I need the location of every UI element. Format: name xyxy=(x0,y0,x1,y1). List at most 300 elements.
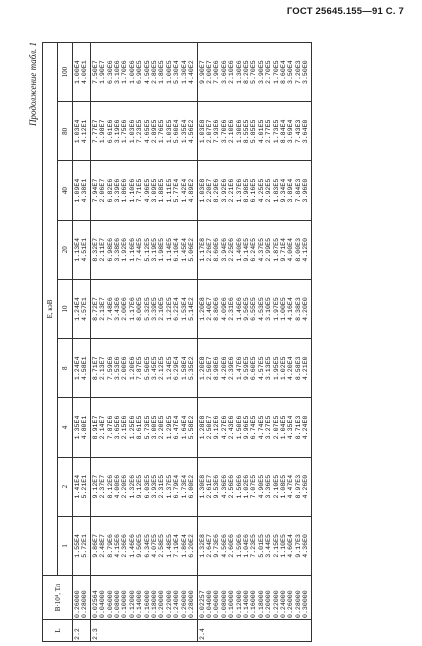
cell-value: 8.00E3 xyxy=(294,237,302,262)
cell-value: 1.32E6 xyxy=(128,474,136,499)
cell-value: 2.21E6 xyxy=(228,178,236,203)
cell-value: 1.20E8 xyxy=(198,297,206,321)
cell-value: 5.30E4 xyxy=(173,60,181,84)
cell-value: 1.70E6 xyxy=(121,60,129,84)
cell-values xyxy=(90,339,197,398)
cell-value: 1.64E4 xyxy=(180,415,188,440)
cell-value: 1.17E8 xyxy=(198,237,206,262)
cell-value: 2.58E5 xyxy=(158,534,166,558)
cell-value: 7.50E7 xyxy=(91,60,99,84)
cell-value: 4.65E5 xyxy=(143,119,151,144)
cell-value: 4.60E4 xyxy=(287,534,295,558)
cell-value: 2.61E7 xyxy=(205,474,213,499)
cell-value: 9.34E4 xyxy=(279,178,287,203)
cell-value: 4.58E1 xyxy=(81,356,89,381)
cell-value: 4.96E5 xyxy=(143,178,151,203)
cell-value: 0.14000 xyxy=(242,590,250,618)
cell-value: 1.30E8 xyxy=(198,474,206,499)
cell-value: 1.75E6 xyxy=(121,119,129,144)
cell-value: 6.00E2 xyxy=(188,474,196,499)
cell-value: 2.20E5 xyxy=(158,415,166,440)
cell-value: 9.73E6 xyxy=(213,534,221,558)
cell-value: 2.13E7 xyxy=(99,297,107,321)
cell-value: 3.44E5 xyxy=(265,534,273,558)
cell-value: 7.93E6 xyxy=(213,119,221,144)
cell-value: 0.16000 xyxy=(250,590,258,618)
cell-value: 9.50E5 xyxy=(136,534,144,558)
cell-value: 3.90E5 xyxy=(257,60,265,84)
cell-values xyxy=(73,279,91,338)
cell-value: 0.14000 xyxy=(136,590,144,618)
cell-value: 2.92E5 xyxy=(265,178,273,203)
cell-value: 1.11E5 xyxy=(165,178,173,203)
cell-value: 4.12E0 xyxy=(302,237,310,262)
cell-value: 3.92E6 xyxy=(220,178,228,203)
cell-value: 5.14E2 xyxy=(188,297,196,321)
cell-value: 1.56E6 xyxy=(235,474,243,499)
cell-value: 8.98E6 xyxy=(213,356,221,381)
col-header-energy: 40 xyxy=(58,161,73,220)
cell-value: 1.00E5 xyxy=(279,297,287,321)
cell-value: 0.26000 xyxy=(74,590,81,618)
cell-value: 8.20E5 xyxy=(242,60,250,84)
cell-value: 1.24E4 xyxy=(74,297,81,321)
cell-values xyxy=(90,102,197,161)
cell-value: 7.20E3 xyxy=(294,60,302,84)
cell-value: 2.43E6 xyxy=(228,415,236,440)
cell-value: 0.22000 xyxy=(165,590,173,618)
cell-value: 2.20E6 xyxy=(121,474,129,499)
cell-value: 2.20E7 xyxy=(205,178,213,203)
cell-value: 8.12E6 xyxy=(106,474,114,499)
cell-value: 1.32E8 xyxy=(198,534,206,558)
cell-value: 4.40E2 xyxy=(188,60,196,84)
cell-value: 2.89E5 xyxy=(151,119,159,144)
cell-value: 5.32E5 xyxy=(143,297,151,321)
cell-value: 0.06000 xyxy=(213,590,221,618)
col-header-energy: 4 xyxy=(58,398,73,457)
cell-value: 3.19E6 xyxy=(114,119,122,144)
cell-value: 3.69E4 xyxy=(287,119,295,144)
cell-value: 1.88E5 xyxy=(158,178,166,203)
cell-value: 5.01E5 xyxy=(257,534,265,558)
cell-value: 9.53E6 xyxy=(213,474,221,499)
cell-value: 7.23E5 xyxy=(136,119,144,144)
cell-value: 1.22E5 xyxy=(165,297,173,321)
cell-value: 2.00E7 xyxy=(205,60,213,84)
cell-value: 4.56E2 xyxy=(188,119,196,144)
cell-value: 2.48E7 xyxy=(99,534,107,558)
cell-value: 8.00E5 xyxy=(136,297,144,321)
cell-value: 4.35E4 xyxy=(287,415,295,440)
cell-value: 1.30E6 xyxy=(235,60,243,84)
cell-value: 0.30000 xyxy=(302,590,310,618)
cell-value: 2.40E7 xyxy=(205,297,213,321)
cell-value: 0.26000 xyxy=(180,590,188,618)
table-row xyxy=(197,43,311,642)
cell-value: 0.18000 xyxy=(257,590,265,618)
cell-value: 5.12E5 xyxy=(143,237,151,262)
cell-value: 4.57E5 xyxy=(257,356,265,381)
cell-value: 1.95E5 xyxy=(272,356,280,381)
cell-value: 4.24E0 xyxy=(302,415,310,440)
cell-value: 2.36E6 xyxy=(121,534,129,558)
cell-value: 9.12E7 xyxy=(91,474,99,499)
cell-value: 9.12E6 xyxy=(213,415,221,440)
cell-value: 3.60E6 xyxy=(220,60,228,84)
cell-value: 1.86E6 xyxy=(121,178,129,203)
cell-value: 6.61E6 xyxy=(106,119,114,144)
cell-value: 0.12000 xyxy=(128,590,136,618)
cell-value: 1.20E6 xyxy=(128,356,136,381)
cell-values xyxy=(73,102,91,161)
cell-values xyxy=(90,220,197,279)
cell-value: 6.20E2 xyxy=(188,534,196,558)
cell-value: 0.28000 xyxy=(81,590,89,618)
cell-value: 1.87E5 xyxy=(272,237,280,262)
cell-value: 3.64E0 xyxy=(302,119,310,144)
cell-value: 1.73E5 xyxy=(272,119,280,144)
table-body xyxy=(73,43,312,642)
cell-value: 4.27E6 xyxy=(220,415,228,440)
col-header-energy-group: E, кэВ xyxy=(43,43,58,576)
cell-value: 4.89E2 xyxy=(188,178,196,203)
cell-value: 4.00E1 xyxy=(81,60,89,84)
data-table xyxy=(42,42,312,642)
cell-value: 4.07E5 xyxy=(151,534,159,558)
cell-value: 1.10E6 xyxy=(128,178,136,203)
cell-value: 9.14E5 xyxy=(242,237,250,262)
cell-L: 2.3 xyxy=(90,620,197,642)
cell-b-values xyxy=(90,576,197,620)
cell-value: 2.07E5 xyxy=(272,415,280,440)
cell-value: 1.76E5 xyxy=(158,119,166,144)
cell-values xyxy=(197,43,311,102)
cell-value: 7.23E5 xyxy=(250,534,258,558)
cell-value: 0.06000 xyxy=(106,590,114,618)
cell-value: 2.60E6 xyxy=(228,534,236,558)
cell-value: 1.30E4 xyxy=(180,60,188,84)
cell-values xyxy=(90,161,197,220)
col-header-energy: 8 xyxy=(58,339,73,398)
cell-value: 5.58E2 xyxy=(188,415,196,440)
cell-value: 4.25E5 xyxy=(257,178,265,203)
cell-value: 1.16E6 xyxy=(128,237,136,262)
cell-value: 5.72E1 xyxy=(81,534,89,558)
cell-value: 2.39E6 xyxy=(228,356,236,381)
cell-value: 9.12E5 xyxy=(136,474,144,499)
cell-value: 1.03E4 xyxy=(74,119,81,144)
cell-value: 1.20E8 xyxy=(198,356,206,381)
cell-value: 2.10E5 xyxy=(158,297,166,321)
cell-value: 7.48E6 xyxy=(106,297,114,321)
cell-value: 1.00E6 xyxy=(128,60,136,84)
cell-value: 8.84E4 xyxy=(279,119,287,144)
cell-value: 5.50E5 xyxy=(143,356,151,381)
col-header-L: L xyxy=(43,620,73,642)
cell-values xyxy=(73,339,91,398)
cell-value: 4.47E4 xyxy=(287,474,295,499)
cell-value: 8.72E7 xyxy=(91,297,99,321)
cell-value: 2.31E5 xyxy=(158,474,166,499)
cell-value: 3.94E6 xyxy=(220,237,228,262)
cell-value: 2.70E5 xyxy=(265,60,273,84)
cell-value: 1.80E5 xyxy=(158,60,166,84)
cell-value: 4.57E1 xyxy=(81,297,89,321)
cell-value: 6.10E4 xyxy=(173,237,181,262)
cell-value: 3.13E5 xyxy=(265,356,273,381)
cell-values xyxy=(197,457,311,516)
col-header-b: B·10⁴, Тл xyxy=(43,576,73,620)
cell-value: 5.35E2 xyxy=(188,356,196,381)
cell-value: 9.59E5 xyxy=(242,356,250,381)
cell-value: 2.07E7 xyxy=(205,119,213,144)
cell-value: 1.70E5 xyxy=(272,60,280,84)
cell-value: 4.90E5 xyxy=(257,474,265,499)
cell-value: 5.06E2 xyxy=(188,237,196,262)
cell-value: 4.12E1 xyxy=(81,119,89,144)
col-header-energy: 80 xyxy=(58,102,73,161)
cell-value: 3.36E5 xyxy=(265,474,273,499)
cell-value: 3.70E6 xyxy=(220,119,228,144)
cell-value: 0.10000 xyxy=(228,590,236,618)
cell-value: 8.79E6 xyxy=(106,534,114,558)
cell-value: 1.90E7 xyxy=(99,60,107,84)
cell-value: 6.82E6 xyxy=(106,178,114,203)
cell-value: 3.09E5 xyxy=(151,178,159,203)
cell-value: 4.00E4 xyxy=(287,237,295,262)
cell-value: 4.26E0 xyxy=(302,474,310,499)
cell-value: 7.87E5 xyxy=(136,356,144,381)
table-header-row xyxy=(43,43,58,642)
cell-value: 2.12E5 xyxy=(158,356,166,381)
cell-values xyxy=(90,279,197,338)
continuation-label: Продолжение табл. 1 xyxy=(28,42,38,126)
cell-value: 6.98E6 xyxy=(106,237,114,262)
cell-value: 6.55E5 xyxy=(250,297,258,321)
cell-value: 2.11E7 xyxy=(99,237,107,262)
cell-value: 1.30E6 xyxy=(235,119,243,144)
cell-value: 4.36E6 xyxy=(220,474,228,499)
cell-value: 2.50E7 xyxy=(205,415,213,440)
cell-value: 2.00E6 xyxy=(121,356,129,381)
cell-value: 1.00E4 xyxy=(74,60,81,84)
cell-value: 3.39E6 xyxy=(114,178,122,203)
cell-value: 4.38E1 xyxy=(81,178,89,203)
cell-value: 2.13E7 xyxy=(99,356,107,381)
cell-value: 1.37E6 xyxy=(235,178,243,203)
cell-value: 8.98E5 xyxy=(242,178,250,203)
cell-value: 3.00E5 xyxy=(151,415,159,440)
rotated-table-container xyxy=(28,42,413,642)
cell-value: 8.60E4 xyxy=(279,60,287,84)
cell-value: 4.74E5 xyxy=(257,415,265,440)
cell-value: 4.21E0 xyxy=(302,356,310,381)
cell-value: 0.02257 xyxy=(198,590,206,618)
cell-b-values xyxy=(197,576,311,620)
col-header-energy: 20 xyxy=(58,220,73,279)
cell-value: 1.42E4 xyxy=(180,178,188,203)
cell-value: 7.59E6 xyxy=(106,356,114,381)
cell-value: 6.16E5 xyxy=(250,178,258,203)
cell-value: 1.03E5 xyxy=(165,119,173,144)
cell-values xyxy=(197,339,311,398)
col-header-energy: 1 xyxy=(58,516,73,575)
cell-value: 4.53E5 xyxy=(257,297,265,321)
cell-value: 0.16000 xyxy=(143,590,151,618)
cell-value: 1.59E6 xyxy=(235,534,243,558)
cell-value: 1.46E6 xyxy=(128,534,136,558)
cell-value: 1.37E5 xyxy=(165,474,173,499)
cell-value: 1.50E6 xyxy=(235,415,243,440)
cell-value: 2.15E6 xyxy=(121,415,129,440)
cell-values xyxy=(90,398,197,457)
cell-value: 8.60E6 xyxy=(213,237,221,262)
cell-value: 2.10E6 xyxy=(228,119,236,144)
col-header-energy: 100 xyxy=(58,43,73,102)
cell-value: 4.56E6 xyxy=(220,534,228,558)
cell-value: 6.60E5 xyxy=(250,356,258,381)
cell-value: 2.64E7 xyxy=(205,534,213,558)
cell-value: 6.74E5 xyxy=(250,415,258,440)
cell-value: 2.00E6 xyxy=(121,297,129,321)
cell-value: 2.10E5 xyxy=(272,474,280,499)
cell-value: 8.71E7 xyxy=(91,356,99,381)
cell-value: 2.37E7 xyxy=(99,474,107,499)
cell-value: 8.32E7 xyxy=(91,237,99,262)
cell-value: 4.20E0 xyxy=(302,297,310,321)
cell-value: 1.25E6 xyxy=(128,415,136,440)
cell-value: 9.56E5 xyxy=(242,297,250,321)
cell-value: 2.31E6 xyxy=(228,297,236,321)
cell-value: 1.24E4 xyxy=(74,356,81,381)
cell-value: 2.56E6 xyxy=(228,474,236,499)
cell-value: 5.70E5 xyxy=(250,60,258,84)
cell-value: 8.38E3 xyxy=(294,297,302,321)
cell-value: 1.00E5 xyxy=(165,60,173,84)
cell-value: 1.58E4 xyxy=(180,356,188,381)
cell-values xyxy=(90,516,197,575)
cell-value: 1.98E5 xyxy=(158,237,166,262)
cell-value: 4.50E5 xyxy=(143,60,151,84)
cell-value: 7.77E7 xyxy=(91,119,99,144)
cell-value: 8.71E3 xyxy=(294,415,302,440)
cell-value: 0.24000 xyxy=(279,590,287,618)
col-header-energy: 10 xyxy=(58,279,73,338)
cell-value: 7.94E7 xyxy=(91,178,99,203)
cell-value: 1.83E5 xyxy=(272,178,280,203)
cell-value: 3.19E5 xyxy=(151,237,159,262)
cell-value: 4.20E6 xyxy=(220,356,228,381)
cell-value: 4.01E5 xyxy=(257,119,265,144)
cell-value: 2.99E5 xyxy=(265,237,273,262)
cell-value: 0.28000 xyxy=(188,590,196,618)
cell-value: 0.26000 xyxy=(287,590,295,618)
cell-value: 5.21E1 xyxy=(81,474,89,499)
cell-value: 3.38E6 xyxy=(114,237,122,262)
cell-value: 8.97E3 xyxy=(294,474,302,499)
cell-value: 4.20E4 xyxy=(287,356,295,381)
cell-value: 1.86E4 xyxy=(180,534,188,558)
cell-value: 0.08000 xyxy=(220,590,228,618)
cell-value: 0.20000 xyxy=(265,590,273,618)
cell-value: 1.55E4 xyxy=(74,534,81,558)
cell-value: 8.80E6 xyxy=(213,297,221,321)
cell-values xyxy=(90,43,197,102)
cell-value: 1.04E6 xyxy=(242,534,250,558)
cell-value: 0.12000 xyxy=(235,590,243,618)
table-row xyxy=(90,43,197,642)
cell-values xyxy=(197,102,311,161)
cell-value: 6.22E4 xyxy=(173,297,181,321)
cell-value: 0.18000 xyxy=(151,590,159,618)
cell-L: 2.2 xyxy=(73,620,91,642)
cell-value: 2.80E5 xyxy=(151,60,159,84)
cell-values xyxy=(90,457,197,516)
cell-value: 3.27E5 xyxy=(265,415,273,440)
cell-value: 1.40E6 xyxy=(235,237,243,262)
cell-value: 7.07E5 xyxy=(250,474,258,499)
cell-value: 9.17E3 xyxy=(294,534,302,558)
cell-value: 1.03E6 xyxy=(128,119,136,144)
cell-value: 4.80E1 xyxy=(81,415,89,440)
cell-value: 1.46E6 xyxy=(235,297,243,321)
cell-value: 5.73E5 xyxy=(143,415,151,440)
cell-values xyxy=(197,220,311,279)
cell-value: 6.34E5 xyxy=(143,534,151,558)
cell-value: 0.10000 xyxy=(121,590,129,618)
cell-values xyxy=(197,161,311,220)
cell-value: 6.29E4 xyxy=(173,356,181,381)
cell-value: 5.85E5 xyxy=(250,119,258,144)
cell-value: 7.84E3 xyxy=(294,178,302,203)
cell-values xyxy=(73,516,91,575)
energy-header-row xyxy=(58,43,73,642)
cell-value: 3.10E5 xyxy=(265,297,273,321)
cell-value: 7.90E6 xyxy=(213,60,221,84)
cell-value: 8.29E6 xyxy=(213,178,221,203)
cell-value: 1.92E6 xyxy=(121,237,129,262)
cell-value: 0.20000 xyxy=(158,590,166,618)
cell-value: 2.14E7 xyxy=(99,415,107,440)
cell-value: 7.19E4 xyxy=(173,534,181,558)
cell-value: 7.87E6 xyxy=(106,415,114,440)
cell-value: 1.98E7 xyxy=(99,119,107,144)
cell-value: 1.17E6 xyxy=(128,297,136,321)
cell-value: 1.35E4 xyxy=(74,415,81,440)
cell-value: 1.24E5 xyxy=(165,356,173,381)
cell-value: 8.55E5 xyxy=(242,119,250,144)
cell-value: 4.37E5 xyxy=(257,237,265,262)
cell-value: 8.58E3 xyxy=(294,356,302,381)
cell-value: 1.53E4 xyxy=(180,297,188,321)
cell-value: 4.00E6 xyxy=(114,474,122,499)
cell-value: 3.93E5 xyxy=(151,474,159,499)
cell-value: 2.26E7 xyxy=(205,237,213,262)
cell-value: 1.28E8 xyxy=(198,415,206,440)
cell-value: 2.25E6 xyxy=(228,237,236,262)
cell-values xyxy=(73,43,91,102)
cell-value: 0.24000 xyxy=(173,590,181,618)
cell-value: 6.90E5 xyxy=(136,60,144,84)
cell-value: 1.10E5 xyxy=(279,534,287,558)
cell-values xyxy=(197,279,311,338)
cell-value: 1.08E5 xyxy=(279,474,287,499)
cell-value: 6.79E4 xyxy=(173,474,181,499)
page-header: ГОСТ 25645.155—91 С. 7 xyxy=(286,6,404,17)
col-header-energy: 2 xyxy=(58,457,73,516)
cell-value: 4.36E0 xyxy=(302,534,310,558)
